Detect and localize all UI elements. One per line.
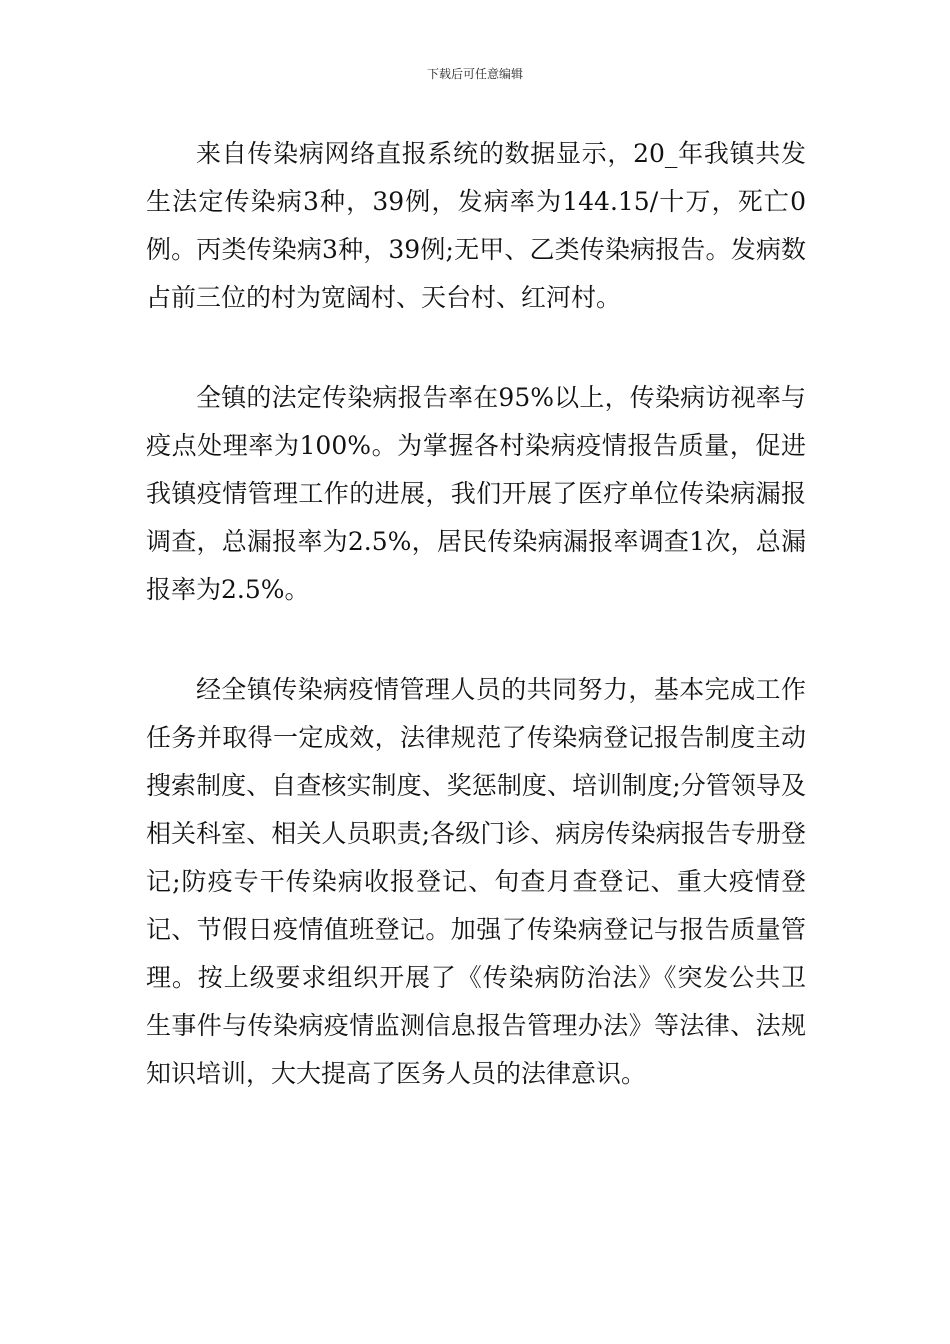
paragraph-management-work: 经全镇传染病疫情管理人员的共同努力，基本完成工作任务并取得一定成效，法律规范了传染病登记报告制度主动搜索制度、自查核实制度、奖惩制度、培训制度;分管领导及相关科室、相关人员职责;各级门诊、病房传染病报告专册登记;防疫专干传染病收报登记、旬查月查登记、重大疫情登记、节假日疫情值班登记。加强了传染病登记与报告质量管理。按上级要求组织开展了《传染病防治法》《突发公共卫生事件与传染病疫情监测信息报告管理办法》等法律、法规知识培训，大大提高了医务人员的法律意识。 [146,675,806,1088]
paragraph-disease-statistics: 来自传染病网络直报系统的数据显示，20_年我镇共发生法定传染病3种，39例，发病率为144.15/十万，死亡0例。丙类传染病3种，39例;无甲、乙类传染病报告。发病数占前三位的村为宽阔村、天台村、红河村。 [146,139,806,312]
paragraph-reporting-rates: 全镇的法定传染病报告率在95%以上，传染病访视率与疫点处理率为100%。为掌握各村染病疫情报告质量，促进我镇疫情管理工作的进展，我们开展了医疗单位传染病漏报调查，总漏报率为2.5%，居民传染病漏报率调查1次，总漏报率为2.5%。 [146,383,806,604]
document-body [146,130,806,1098]
page-header-note: 下载后可任意编辑 [426,67,523,81]
